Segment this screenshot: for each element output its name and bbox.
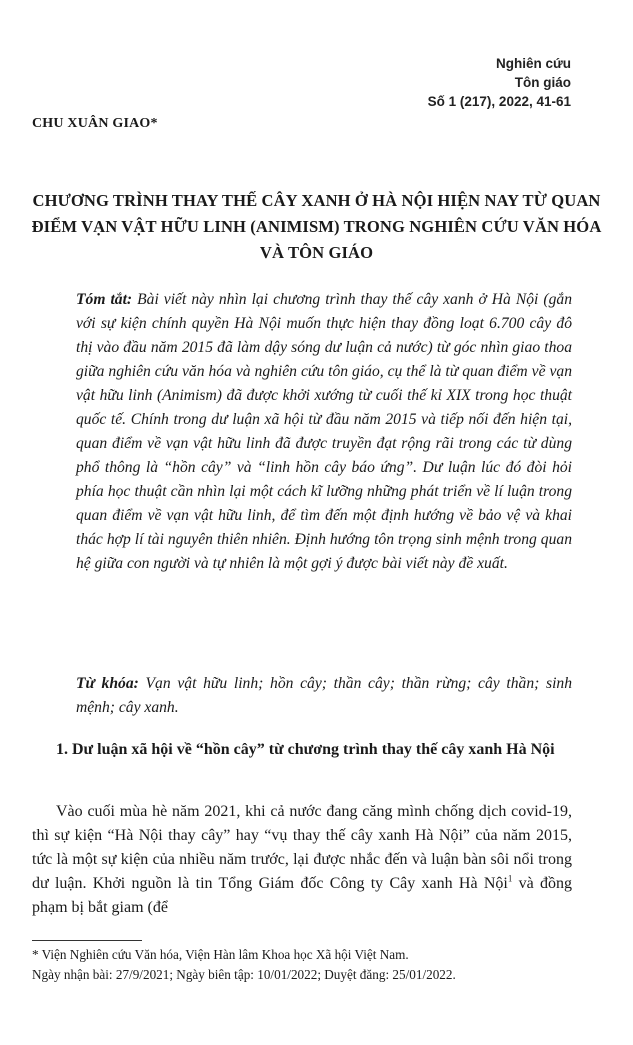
abstract-label: Tóm tắt: xyxy=(76,291,133,308)
journal-issue: Số 1 (217), 2022, 41-61 xyxy=(427,94,571,109)
footnote-divider xyxy=(32,940,142,941)
abstract-text: Bài viết này nhìn lại chương trình thay thế cây xanh ở Hà Nội (gắn với sự kiện chính quyền Hà Nội muốn thực hiện thay đồng loạt 6.700 cây đô thị vào đầu năm 2015 đã làm dậy sóng dư luận cả nước) từ góc nhìn giao thoa giữa nghiên cứu văn hóa và nghiên cứu tôn giáo, cụ thể là từ quan điểm về vạn vật hữu linh (Animism) đã được khởi xướng từ cuối thế kỉ XIX trong học thuật quốc tế. Chính trong dư luận xã hội từ đầu năm 2015 và tiếp nối đến hiện tại, quan điểm về vạn vật hữu linh đã được truyền đạt rộng rãi trong các từ dùng phổ thông là “hồn cây” và “linh hồn cây báo ứng”. Dư luận lúc đó đòi hỏi phía học thuật cần nhìn lại một cách kĩ lưỡng những phát triển về lí luận trong quan điểm về vạn vật hữu linh, để tìm đến một định hướng về bảo vệ và khai thác hợp lí tài nguyên thiên nhiên. Định hướng tôn trọng sinh mệnh trong quan hệ giữa con người và tự nhiên là một gợi ý được bài viết này đề xuất. xyxy=(76,291,572,572)
footnote-affiliation: * Viện Nghiên cứu Văn hóa, Viện Hàn lâm Khoa học Xã hội Việt Nam. xyxy=(32,947,409,962)
footnote-dates: Ngày nhận bài: 27/9/2021; Ngày biên tập: 10/01/2022; Duyệt đăng: 25/01/2022. xyxy=(32,967,456,982)
body-paragraph xyxy=(32,800,572,920)
journal-name-line1: Nghiên cứu xyxy=(495,56,571,71)
keywords xyxy=(76,672,572,720)
article-title: CHƯƠNG TRÌNH THAY THẾ CÂY XANH Ở HÀ NỘI HIỆN NAY TỪ QUAN ĐIỂM VẠN VẬT HỮU LINH (ANIMISM) TRONG NGHIÊN CỨU VĂN HÓA VÀ TÔN GIÁO xyxy=(31,191,602,262)
section-heading: 1. Dư luận xã hội về “hồn cây” từ chương trình thay thế cây xanh Hà Nội xyxy=(56,741,555,758)
footnotes xyxy=(32,945,592,985)
footnote-reference[interactable]: 1 xyxy=(507,873,513,884)
body-text-part1: Vào cuối mùa hè năm 2021, khi cả nước đang căng mình chống dịch covid-19, thì sự kiện “Hà Nội thay cây” hay “vụ thay thế cây xanh Hà Nội” của năm 2015, tức là một sự kiện của nhiều năm trước, lại được nhắc đến và luận bàn sôi nổi trong dư luận. Khởi nguồn là tin Tổng Giám đốc Công ty Cây xanh Hà Nội xyxy=(32,803,572,892)
keywords-label: Từ khóa: xyxy=(76,675,139,692)
keywords-text: Vạn vật hữu linh; hồn cây; thần cây; thần rừng; cây thần; sinh mệnh; cây xanh. xyxy=(76,675,572,716)
abstract xyxy=(76,288,572,576)
journal-header xyxy=(428,54,571,111)
journal-name-line2: Tôn giáo xyxy=(514,75,571,90)
body-text-part2: và đồng phạm bị bắt giam (để xyxy=(32,875,572,916)
author-name: CHU XUÂN GIAO* xyxy=(32,116,158,131)
